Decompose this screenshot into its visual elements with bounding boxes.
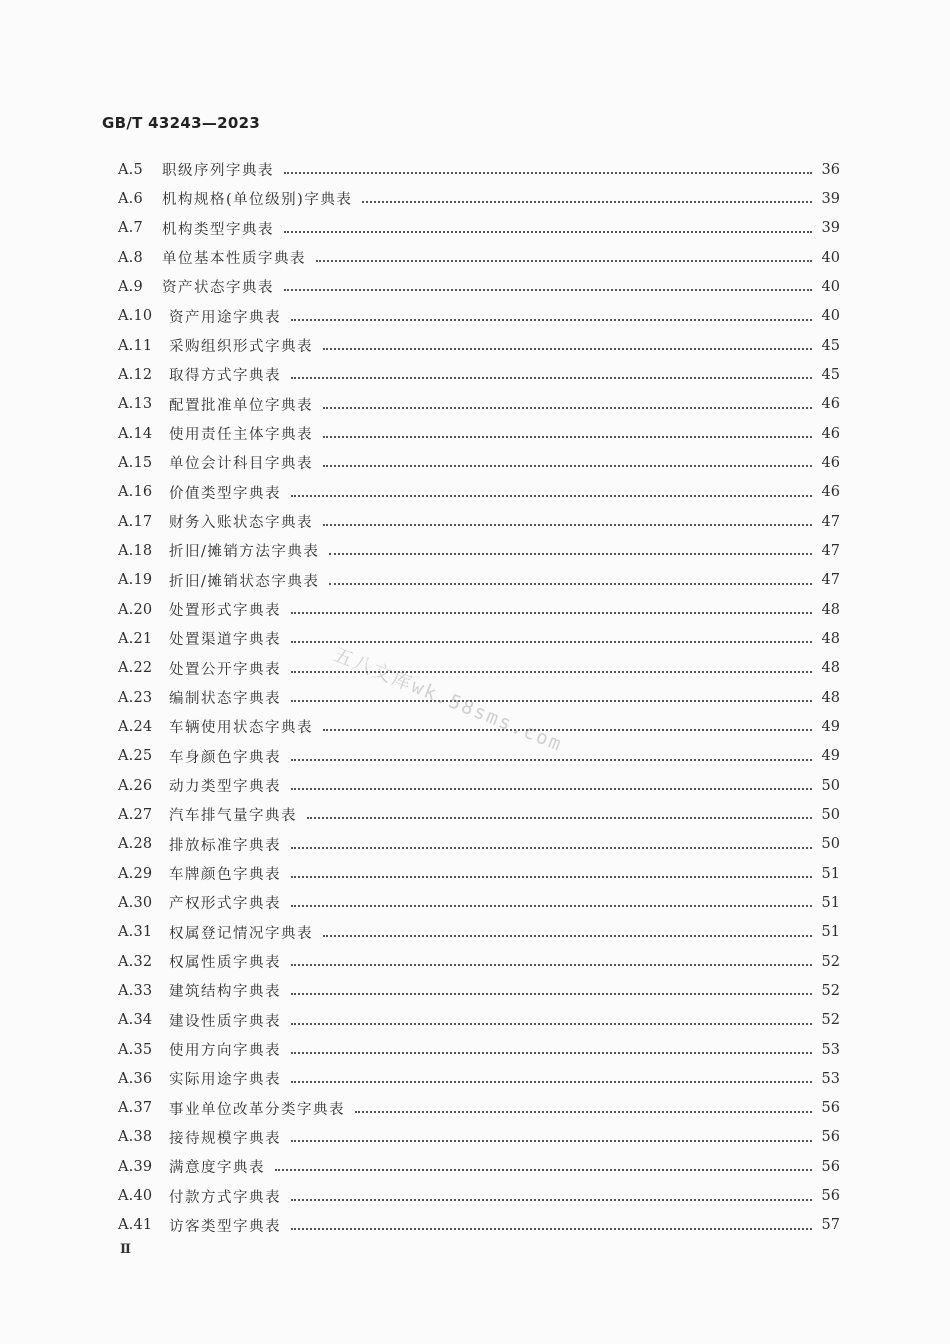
toc-entry-page: 52 xyxy=(821,982,840,999)
toc-entry-number: A.16 xyxy=(118,484,153,501)
toc-entry-page: 39 xyxy=(821,220,840,237)
toc-entry-page: 47 xyxy=(821,572,840,589)
toc-entry-number: A.32 xyxy=(118,953,153,970)
toc-entry-title: 车牌颜色字典表 xyxy=(169,867,281,884)
toc-entry[interactable] xyxy=(118,976,840,1005)
toc-entry-number: A.28 xyxy=(118,836,153,853)
toc-entry-number: A.38 xyxy=(118,1129,153,1146)
toc-dot-leader xyxy=(323,347,812,350)
toc-dot-leader xyxy=(291,992,812,995)
toc-entry-title: 机构类型字典表 xyxy=(162,221,274,238)
toc-dot-leader xyxy=(284,288,812,291)
toc-entry-page: 56 xyxy=(821,1100,840,1117)
toc-entry-page: 48 xyxy=(821,630,840,647)
toc-entry[interactable] xyxy=(118,742,840,771)
toc-dot-leader xyxy=(362,200,812,203)
toc-dot-leader xyxy=(291,875,812,878)
toc-entry-page: 40 xyxy=(821,278,840,295)
toc-entry-title: 满意度字典表 xyxy=(169,1160,265,1177)
toc-dot-leader xyxy=(323,523,812,526)
toc-entry[interactable] xyxy=(118,918,840,947)
toc-entry-title: 职级序列字典表 xyxy=(162,163,274,180)
toc-entry-page: 46 xyxy=(821,454,840,471)
toc-entry-page: 51 xyxy=(821,894,840,911)
toc-entry[interactable] xyxy=(118,536,840,565)
toc-entry-number: A.17 xyxy=(118,513,153,530)
toc-dot-leader xyxy=(291,846,812,849)
toc-entry[interactable] xyxy=(118,1064,840,1093)
toc-entry[interactable] xyxy=(118,859,840,888)
watermark: 五八文库wk.58sms.com xyxy=(330,643,566,756)
toc-entry-title: 折旧/摊销方法字典表 xyxy=(169,544,320,561)
toc-entry-title: 机构规格(单位级别)字典表 xyxy=(162,192,353,209)
toc-entry-number: A.33 xyxy=(118,982,153,999)
toc-entry-title: 建设性质字典表 xyxy=(169,1013,281,1030)
toc-entry-title: 权属性质字典表 xyxy=(169,955,281,972)
toc-dot-leader xyxy=(329,582,812,585)
toc-entry-title: 权属登记情况字典表 xyxy=(169,925,313,942)
toc-entry-title: 单位会计科目字典表 xyxy=(169,456,313,473)
toc-dot-leader xyxy=(291,318,812,321)
toc-dot-leader xyxy=(291,494,812,497)
toc-entry-number: A.36 xyxy=(118,1070,153,1087)
toc-entry[interactable] xyxy=(118,830,840,859)
toc-dot-leader xyxy=(307,816,812,819)
toc-entry[interactable] xyxy=(118,243,840,272)
toc-entry[interactable] xyxy=(118,1006,840,1035)
toc-dot-leader xyxy=(291,1198,812,1201)
toc-entry-number: A.26 xyxy=(118,777,153,794)
toc-dot-leader xyxy=(323,934,812,937)
toc-entry-number: A.24 xyxy=(118,718,153,735)
toc-entry-title: 配置批准单位字典表 xyxy=(169,397,313,414)
toc-entry-title: 采购组织形式字典表 xyxy=(169,339,313,356)
toc-entry-number: A.6 xyxy=(118,190,143,207)
toc-entry-number: A.12 xyxy=(118,366,153,383)
toc-entry-page: 48 xyxy=(821,689,840,706)
toc-entry-page: 51 xyxy=(821,865,840,882)
toc-entry[interactable] xyxy=(118,448,840,477)
toc-entry-title: 建筑结构字典表 xyxy=(169,984,281,1001)
toc-entry[interactable] xyxy=(118,800,840,829)
toc-entry-page: 56 xyxy=(821,1158,840,1175)
toc-entry[interactable] xyxy=(118,331,840,360)
toc-entry-page: 49 xyxy=(821,748,840,765)
toc-dot-leader xyxy=(355,1110,812,1113)
toc-dot-leader xyxy=(291,376,812,379)
toc-dot-leader xyxy=(291,758,812,761)
toc-dot-leader xyxy=(284,171,812,174)
toc-entry-title: 使用方向字典表 xyxy=(169,1043,281,1059)
toc-dot-leader xyxy=(329,552,812,555)
toc-entry-title: 价值类型字典表 xyxy=(169,485,281,502)
toc-entry-title: 实际用途字典表 xyxy=(169,1072,281,1089)
toc-entry-title: 折旧/摊销状态字典表 xyxy=(169,573,320,590)
toc-dot-leader xyxy=(291,963,812,966)
toc-entry-page: 40 xyxy=(821,249,840,266)
toc-entry[interactable] xyxy=(118,1123,840,1152)
toc-entry[interactable] xyxy=(118,1094,840,1123)
toc-entry-page: 47 xyxy=(821,513,840,530)
standard-id-header: GB/T 43243—2023 xyxy=(102,114,261,132)
toc-entry-page: 36 xyxy=(821,161,840,178)
toc-dot-leader xyxy=(323,464,812,467)
toc-entry-title: 排放标准字典表 xyxy=(169,837,281,854)
toc-dot-leader xyxy=(291,1227,812,1230)
toc-entry-title: 访客类型字典表 xyxy=(169,1218,281,1235)
toc-entry-number: A.14 xyxy=(118,425,153,442)
toc-dot-leader xyxy=(291,904,812,907)
toc-entry-title: 付款方式字典表 xyxy=(169,1189,281,1206)
toc-entry-page: 46 xyxy=(821,425,840,442)
toc-entry[interactable] xyxy=(118,214,840,243)
toc-entry-title: 处置公开字典表 xyxy=(169,661,281,678)
toc-entry-page: 39 xyxy=(821,190,840,207)
toc-entry[interactable] xyxy=(118,1035,840,1064)
toc-entry-title: 资产用途字典表 xyxy=(169,309,281,326)
toc-entry-number: A.9 xyxy=(118,278,143,295)
toc-entry-title: 处置形式字典表 xyxy=(169,603,281,620)
toc-entry-title: 取得方式字典表 xyxy=(169,368,281,385)
toc-entry-title: 财务入账状态字典表 xyxy=(169,515,313,532)
toc-entry[interactable] xyxy=(118,624,840,653)
toc-entry-number: A.11 xyxy=(118,337,153,354)
toc-entry[interactable] xyxy=(118,155,840,184)
toc-entry-number: A.15 xyxy=(118,454,153,471)
toc-dot-leader xyxy=(316,259,812,262)
toc-entry-page: 51 xyxy=(821,924,840,941)
toc-entry[interactable] xyxy=(118,1211,840,1240)
toc-entry-number: A.10 xyxy=(118,308,153,325)
toc-entry-number: A.22 xyxy=(118,660,153,677)
toc-entry-page: 56 xyxy=(821,1188,840,1205)
toc-entry-number: A.39 xyxy=(118,1158,153,1175)
toc-entry[interactable] xyxy=(118,390,840,419)
toc-dot-leader xyxy=(291,1051,812,1054)
toc-entry[interactable] xyxy=(118,595,840,624)
toc-dot-leader xyxy=(291,640,812,643)
toc-dot-leader xyxy=(291,787,812,790)
toc-entry[interactable] xyxy=(118,507,840,536)
page-number: Ⅱ xyxy=(120,1242,131,1257)
toc-entry-number: A.8 xyxy=(118,249,143,266)
toc-entry-title: 资产状态字典表 xyxy=(162,280,274,297)
toc-entry-number: A.5 xyxy=(118,161,143,178)
toc-entry-page: 52 xyxy=(821,1012,840,1029)
toc-entry-number: A.20 xyxy=(118,601,153,618)
toc-entry[interactable] xyxy=(118,1152,840,1181)
toc-entry-number: A.29 xyxy=(118,865,153,882)
toc-entry-page: 52 xyxy=(821,953,840,970)
toc-entry-page: 45 xyxy=(821,366,840,383)
toc-entry-number: A.23 xyxy=(118,689,153,706)
toc-entry-page: 46 xyxy=(821,484,840,501)
toc-entry-number: A.31 xyxy=(118,924,153,941)
toc-entry-number: A.7 xyxy=(118,220,143,237)
toc-entry-title: 接待规模字典表 xyxy=(169,1130,281,1147)
toc-entry-page: 50 xyxy=(821,836,840,853)
toc-entry[interactable] xyxy=(118,419,840,448)
toc-dot-leader xyxy=(291,611,812,614)
toc-entry-number: A.37 xyxy=(118,1100,153,1117)
toc-entry-number: A.27 xyxy=(118,806,153,823)
toc-entry[interactable] xyxy=(118,771,840,800)
toc-entry-number: A.41 xyxy=(118,1217,153,1234)
toc-entry[interactable] xyxy=(118,654,840,683)
toc-entry[interactable] xyxy=(118,888,840,917)
toc-dot-leader xyxy=(291,1080,812,1083)
toc-entry-number: A.34 xyxy=(118,1012,153,1029)
toc-entry-page: 40 xyxy=(821,308,840,325)
toc-entry-number: A.30 xyxy=(118,894,153,911)
toc-entry-page: 46 xyxy=(821,396,840,413)
toc-dot-leader xyxy=(284,230,812,233)
toc-entry-page: 53 xyxy=(821,1041,840,1058)
toc-entry-title: 处置渠道字典表 xyxy=(169,632,281,649)
toc-entry-page: 48 xyxy=(821,601,840,618)
toc-dot-leader xyxy=(291,1022,812,1025)
toc-entry-number: A.19 xyxy=(118,572,153,589)
toc-dot-leader xyxy=(291,699,812,702)
toc-entry-title: 使用责任主体字典表 xyxy=(169,427,313,444)
toc-entry-number: A.13 xyxy=(118,396,153,413)
toc-entry-page: 56 xyxy=(821,1129,840,1146)
toc-entry-title: 单位基本性质字典表 xyxy=(162,251,306,268)
toc-entry-page: 57 xyxy=(821,1217,840,1234)
toc-entry[interactable] xyxy=(118,1181,840,1210)
toc-entry-number: A.25 xyxy=(118,748,153,765)
toc-entry-number: A.21 xyxy=(118,630,153,647)
toc-entry-title: 编制状态字典表 xyxy=(169,691,281,708)
toc-entry-title: 车身颜色字典表 xyxy=(169,749,281,766)
toc-entry-title: 汽车排气量字典表 xyxy=(169,808,297,825)
toc-entry-page: 45 xyxy=(821,337,840,354)
toc-entry[interactable] xyxy=(118,184,840,213)
toc-entry-page: 47 xyxy=(821,542,840,559)
toc-entry-number: A.35 xyxy=(118,1041,153,1058)
toc-dot-leader xyxy=(275,1168,812,1171)
toc-entry-number: A.18 xyxy=(118,542,153,559)
toc-entry-page: 49 xyxy=(821,718,840,735)
toc-entry-page: 48 xyxy=(821,660,840,677)
toc-entry[interactable] xyxy=(118,566,840,595)
toc-entry[interactable] xyxy=(118,360,840,389)
toc-dot-leader xyxy=(323,406,812,409)
toc-entry-number: A.40 xyxy=(118,1188,153,1205)
toc-entry[interactable] xyxy=(118,302,840,331)
toc-entry[interactable] xyxy=(118,478,840,507)
toc-entry[interactable] xyxy=(118,947,840,976)
toc-entry-title: 产权形式字典表 xyxy=(169,896,281,913)
toc-entry-title: 动力类型字典表 xyxy=(169,779,281,796)
toc-entry[interactable] xyxy=(118,272,840,301)
toc-entry-page: 50 xyxy=(821,806,840,823)
toc-entry-title: 车辆使用状态字典表 xyxy=(169,720,313,737)
toc-dot-leader xyxy=(323,435,812,438)
toc-dot-leader xyxy=(291,1139,812,1142)
toc-entry-page: 53 xyxy=(821,1070,840,1087)
toc-entry-page: 50 xyxy=(821,777,840,794)
toc-entry-title: 事业单位改革分类字典表 xyxy=(169,1101,345,1118)
